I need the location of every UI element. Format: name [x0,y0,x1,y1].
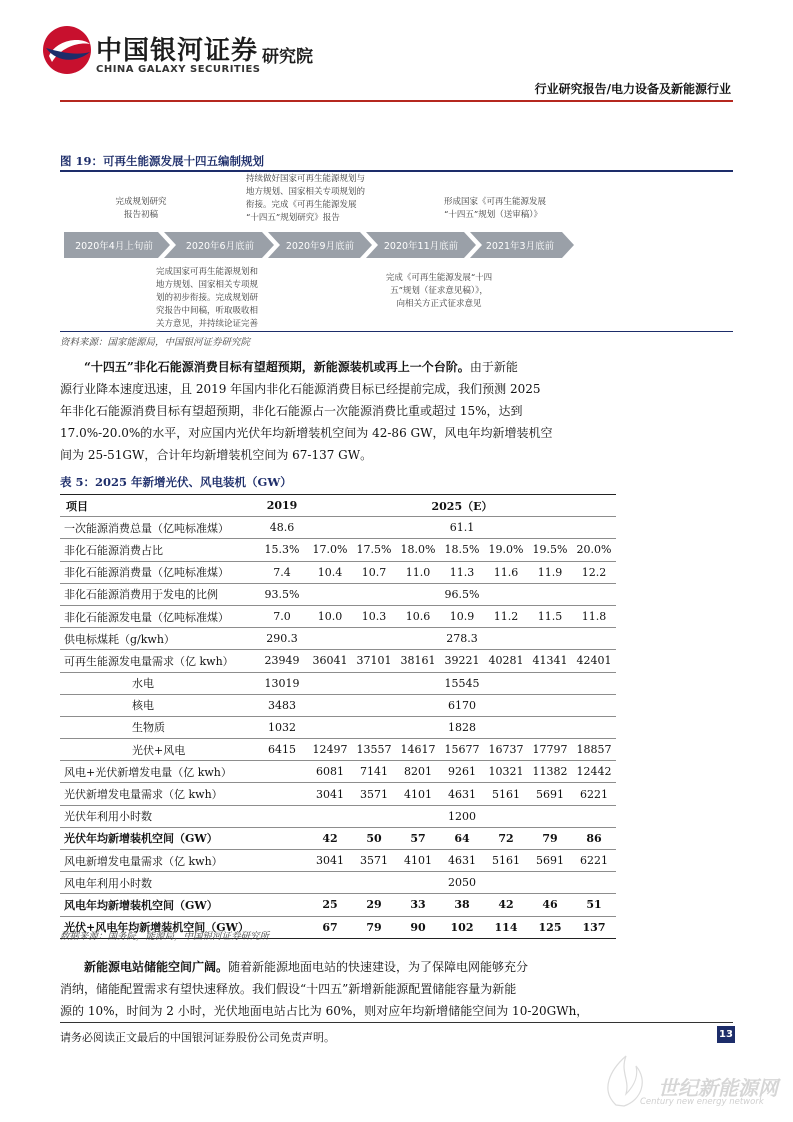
paragraph-nonfossil-target [60,356,733,466]
capacity-table [60,494,616,939]
row-label: 一次能源消费总量（亿吨标准煤） [60,517,256,539]
note-line: “十四五”规划研究》报告 [246,213,340,223]
timeline-arrows [64,232,584,258]
cell-2025-scenario: 7141 [352,761,396,783]
cell-2025-scenario: 16737 [484,739,528,761]
table-row [60,561,616,583]
cell-2025-scenario: 90 [396,916,440,938]
row-label: 生物质 [60,716,256,738]
row-label: 风电+光伏新增发电量（亿 kwh） [60,761,256,783]
row-label: 风电新增发电量需求（亿 kwh） [60,850,256,872]
cell-2025-scenario: 3571 [352,783,396,805]
cell-2025-scenario: 29 [352,894,396,916]
cell-2025-scenario: 10321 [484,761,528,783]
table-row [60,827,616,849]
timeline-note-2 [156,266,316,331]
cell-2025-scenario: 5691 [528,850,572,872]
timeline-label-1: 2020年4月上旬前 [75,241,153,252]
table-row [60,805,616,827]
cell-2025-scenario: 6081 [308,761,352,783]
table-row [60,894,616,916]
cell-2025-scenario: 9261 [440,761,484,783]
cell-2025-scenario: 37101 [352,650,396,672]
table-row [60,672,616,694]
cell-2025-scenario: 125 [528,916,572,938]
cell-2025-scenario: 18.5% [440,539,484,561]
cell-2025-scenario: 39221 [440,650,484,672]
cell-2025-merged: 1828 [308,716,616,738]
row-label: 光伏年均新增装机空间（GW） [60,827,256,849]
logo-english-name: CHINA GALAXY SECURITIES [96,64,261,75]
table-row [60,628,616,650]
timeline-note-5 [444,196,584,222]
row-label: 风电年均新增装机空间（GW） [60,894,256,916]
logo-company-name: 中国银河证券 [96,36,259,66]
note-line: 完成《可再生能源发展“十四 [385,273,493,283]
note-line: 划的初步衔接。完成规划研 [156,293,259,303]
cell-2025-scenario: 17.0% [308,539,352,561]
cell-2025-scenario: 17797 [528,739,572,761]
cell-2025-scenario: 6221 [572,783,616,805]
cell-2019: 93.5% [256,583,308,605]
cell-2025-scenario: 11.8 [572,605,616,627]
timeline-label-3: 2020年9月底前 [285,241,355,252]
cell-2025-scenario: 67 [308,916,352,938]
cell-2019: 290.3 [256,628,308,650]
cell-2025-scenario: 51 [572,894,616,916]
cell-2025-scenario: 42 [484,894,528,916]
cell-2019: 13019 [256,672,308,694]
cell-2025-scenario: 11.6 [484,561,528,583]
para1-line: 年非化石能源消费目标有望超预期，非化石能源占一次能源消费比重或超过 15%，达到 [60,404,523,418]
watermark-subtext: Century new energy network [640,1097,764,1107]
row-label: 非化石能源消费量（亿吨标准煤） [60,561,256,583]
cell-2025-scenario: 11382 [528,761,572,783]
para1-line1-rest: 由于新能 [469,360,518,374]
cell-2025-scenario: 11.5 [528,605,572,627]
cell-2025-scenario: 11.3 [440,561,484,583]
cell-2025-scenario: 20.0% [572,539,616,561]
table-body [60,517,616,939]
note-line: “十四五”规划（送审稿）》 [444,210,542,220]
cell-2025-scenario: 6221 [572,850,616,872]
timeline-label-5: 2021年3月底前 [485,241,555,252]
table-row [60,650,616,672]
cell-2025-scenario: 5161 [484,783,528,805]
cell-2025-scenario: 10.0 [308,605,352,627]
cell-2025-scenario: 79 [352,916,396,938]
cell-2025-scenario: 36041 [308,650,352,672]
cell-2025-scenario: 3041 [308,783,352,805]
note-line: 报告初稿 [123,210,158,220]
cell-2025-scenario: 17.5% [352,539,396,561]
report-category: 行业研究报告/电力设备及新能源行业 [534,82,731,96]
row-label: 光伏+风电年均新增装机空间（GW） [60,916,256,938]
cell-2025-scenario: 3571 [352,850,396,872]
note-line: 五”规划（征求意见稿）》， [390,286,488,296]
para1-line: 17.0%-20.0%的水平，对应国内光伏年均新增装机空间为 42-86 GW，风电年均新增装机空 [60,426,553,440]
cell-2025-scenario: 50 [352,827,396,849]
cell-2025-scenario: 40281 [484,650,528,672]
table-header-row [60,495,616,517]
figure-source: 资料来源：国家能源局，中国银河证券研究院 [60,337,251,348]
cell-2025-merged: 15545 [308,672,616,694]
cell-2025-scenario: 19.5% [528,539,572,561]
cell-2025-scenario: 33 [396,894,440,916]
table-row [60,850,616,872]
row-label: 非化石能源发电量（亿吨标准煤） [60,605,256,627]
cell-2025-scenario: 11.2 [484,605,528,627]
row-label: 非化石能源消费用于发电的比例 [60,583,256,605]
cell-2025-scenario: 14617 [396,739,440,761]
para1-line: 间为 25-51GW，合计年均新增装机空间为 67-137 GW。 [60,448,373,462]
cell-2025-scenario: 72 [484,827,528,849]
cell-2025-scenario: 12.2 [572,561,616,583]
note-line: 完成国家可再生能源规划和 [156,267,259,277]
cell-2019: 3483 [256,694,308,716]
cell-2025-scenario: 4101 [396,783,440,805]
cell-2019: 1032 [256,716,308,738]
cell-2025-scenario: 38 [440,894,484,916]
cell-2025-scenario: 4101 [396,850,440,872]
cell-2019 [256,872,308,894]
cell-2025-merged: 6170 [308,694,616,716]
planning-timeline [64,176,584,336]
cell-2019 [256,827,308,849]
row-label: 风电年利用小时数 [60,872,256,894]
timeline-label-2: 2020年6月底前 [185,241,255,252]
para1-line: 源行业降本速度迅速，且 2019 年国内非化石能源消费目标已经提前完成，我们预测 2025 [60,382,541,396]
cell-2025-scenario: 86 [572,827,616,849]
row-label: 光伏+风电 [60,739,256,761]
logo-institute-name: 研究院 [262,47,313,67]
cell-2025-scenario: 5691 [528,783,572,805]
row-label: 非化石能源消费占比 [60,539,256,561]
timeline-label-4: 2020年11月底前 [383,241,459,252]
page-number: 13 [717,1026,735,1043]
cell-2025-scenario: 10.6 [396,605,440,627]
cell-2025-scenario: 15677 [440,739,484,761]
cell-2025-merged: 278.3 [308,628,616,650]
cell-2025-scenario: 57 [396,827,440,849]
cell-2025-merged: 61.1 [308,517,616,539]
cell-2019 [256,783,308,805]
para2-lead: 新能源电站储能空间广阔。 [84,960,229,974]
table-row [60,739,616,761]
note-line: 究报告中间稿，听取吸收相 [156,306,259,316]
cell-2019: 6415 [256,739,308,761]
note-line: 地方规划、国家相关专项规 [156,280,259,290]
cell-2025-scenario: 42 [308,827,352,849]
cell-2025-scenario: 64 [440,827,484,849]
header-2019: 2019 [256,495,308,517]
cell-2025-scenario: 18.0% [396,539,440,561]
watermark-text: 世纪新能源网 [658,1076,778,1100]
para1-line1 [60,356,733,378]
table-row [60,872,616,894]
figure-bottom-rule [60,331,733,332]
cell-2019 [256,850,308,872]
cell-2025-scenario: 4631 [440,783,484,805]
cell-2019: 48.6 [256,517,308,539]
table-row [60,539,616,561]
note-line: 关方意见，并持续论证完善 [156,319,259,329]
table-row [60,761,616,783]
cell-2025-merged: 96.5% [308,583,616,605]
row-label: 光伏新增发电量需求（亿 kwh） [60,783,256,805]
figure-top-rule [60,170,733,172]
table-row [60,605,616,627]
header-item: 项目 [60,495,256,517]
disclaimer-notice: 请务必阅读正文最后的中国银河证券股份公司免责声明。 [60,1031,335,1044]
cell-2025-scenario: 10.3 [352,605,396,627]
footer-divider [60,1022,733,1023]
table-row [60,517,616,539]
cell-2025-merged: 1200 [308,805,616,827]
para2-line1 [60,956,733,978]
cell-2019: 7.0 [256,605,308,627]
cell-2025-scenario: 19.0% [484,539,528,561]
cell-2025-scenario: 137 [572,916,616,938]
cell-2025-scenario: 25 [308,894,352,916]
timeline-note-3 [246,173,416,225]
note-line: 持续做好国家可再生能源规划与 [246,174,366,184]
para2-line1-rest: 随着新能源地面电站的快速建设，为了保障电网能够充分 [228,960,529,974]
table-title: 表 5：2025 年新增光伏、风电装机（GW） [60,475,292,489]
table-row [60,716,616,738]
table-source: 数据来源：国务院，能源局，中国银河证券研究所 [60,931,270,942]
cell-2019 [256,761,308,783]
table-row [60,694,616,716]
note-line: 衔接。完成《可再生能源发展 [246,200,357,210]
cell-2025-scenario: 11.0 [396,561,440,583]
cell-2025-scenario: 46 [528,894,572,916]
row-label: 水电 [60,672,256,694]
row-label: 核电 [60,694,256,716]
cell-2025-scenario: 10.9 [440,605,484,627]
cell-2025-scenario: 5161 [484,850,528,872]
cell-2025-scenario: 4631 [440,850,484,872]
cell-2025-scenario: 10.4 [308,561,352,583]
table-row [60,583,616,605]
timeline-note-4 [354,272,524,311]
note-line: 地方规划、国家相关专项规划的 [246,187,366,197]
cell-2025-scenario: 10.7 [352,561,396,583]
paragraph-storage [60,956,733,1022]
cell-2025-scenario: 38161 [396,650,440,672]
header-2025e: 2025（E） [308,495,616,517]
cell-2025-scenario: 42401 [572,650,616,672]
note-line: 形成国家《可再生能源发展 [444,197,547,207]
cell-2025-scenario: 114 [484,916,528,938]
cell-2025-merged: 2050 [308,872,616,894]
cell-2025-scenario: 8201 [396,761,440,783]
figure-title: 图 19：可再生能源发展十四五编制规划 [60,154,265,168]
header-divider [60,100,733,102]
cell-2019: 23949 [256,650,308,672]
timeline-note-1 [86,196,196,222]
cell-2025-scenario: 11.9 [528,561,572,583]
cell-2025-scenario: 18857 [572,739,616,761]
para2-line: 消纳，储能配置需求有望快速释放。我们假设“十四五”新增新能源配置储能容量为新能 [60,982,517,996]
note-line: 向相关方正式征求意见 [396,299,482,309]
cell-2025-scenario: 12497 [308,739,352,761]
cell-2025-scenario: 12442 [572,761,616,783]
para1-lead: “十四五”非化石能源消费目标有望超预期，新能源装机或再上一个台阶。 [84,360,470,374]
cell-2019: 7.4 [256,561,308,583]
row-label: 供电标煤耗（g/kwh） [60,628,256,650]
cell-2019 [256,894,308,916]
para2-line: 源的 10%，时间为 2 小时，光伏地面电站占比为 60%，则对应年均新增储能空间为 10-20GWh， [60,1004,589,1018]
cell-2025-scenario: 3041 [308,850,352,872]
cell-2025-scenario: 102 [440,916,484,938]
cell-2025-scenario: 13557 [352,739,396,761]
note-line: 完成规划研究 [115,197,167,207]
cell-2019: 15.3% [256,539,308,561]
table-row [60,783,616,805]
cell-2025-scenario: 79 [528,827,572,849]
row-label: 光伏年利用小时数 [60,805,256,827]
cell-2019 [256,805,308,827]
cell-2025-scenario: 41341 [528,650,572,672]
row-label: 可再生能源发电量需求（亿 kwh） [60,650,256,672]
